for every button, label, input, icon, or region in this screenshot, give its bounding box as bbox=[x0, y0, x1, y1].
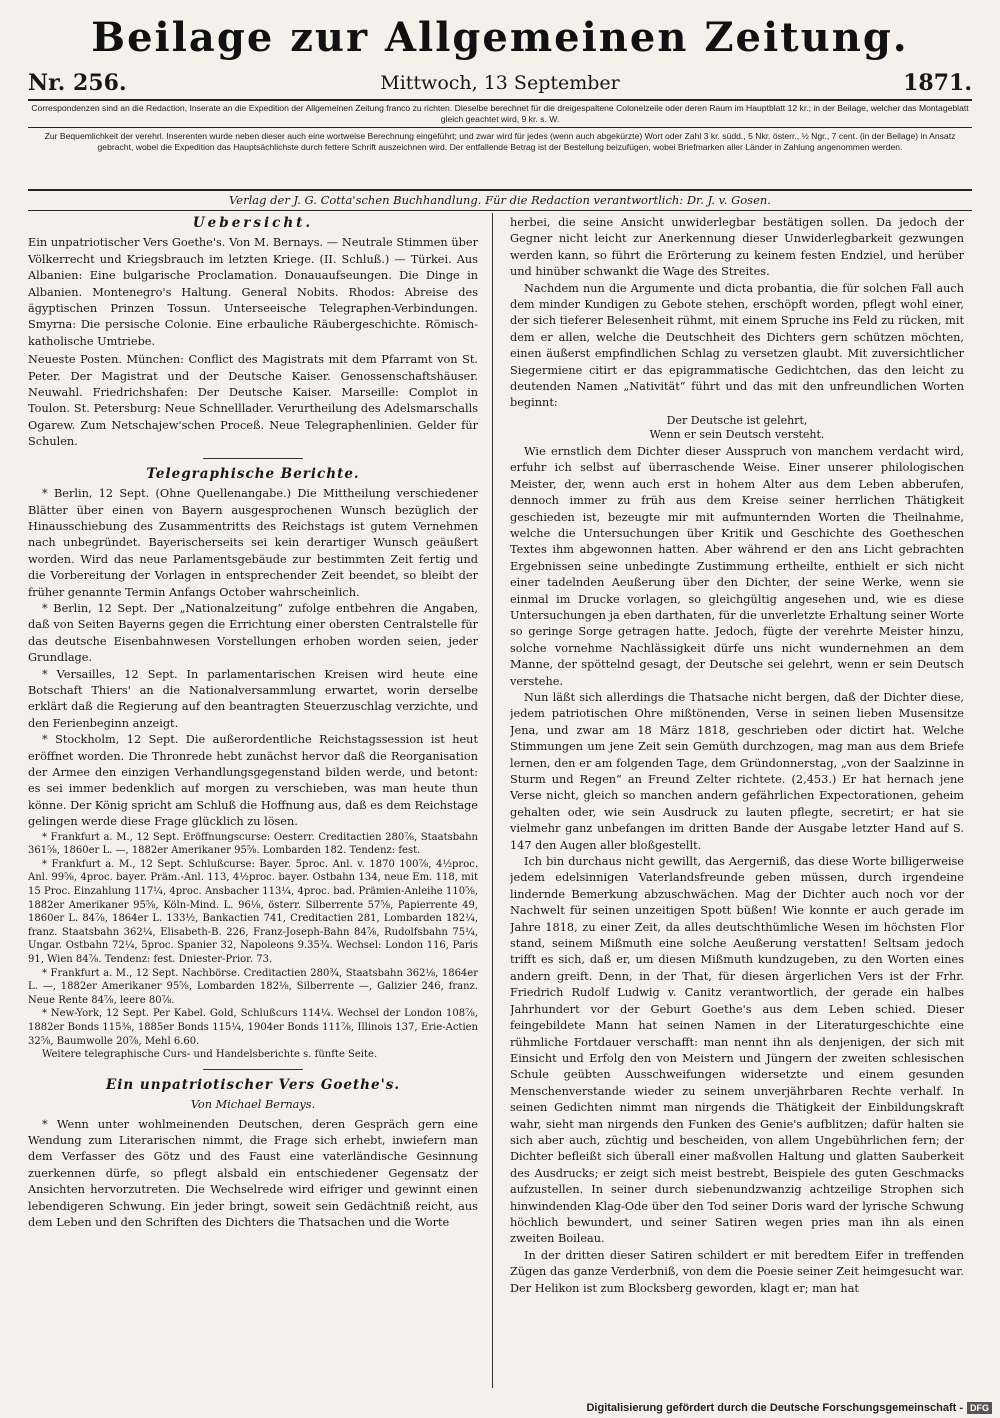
credit-text: Digitalisierung gefördert durch die Deutsche Forschungsgemeinschaft - bbox=[586, 1402, 963, 1414]
digitization-credit bbox=[586, 1402, 992, 1414]
notice-pricing: Zur Bequemlichkeit der verehrl. Inserenten wurde neben dieser auch eine wortweise Berechnung eingeführt; und zwar wird für jedes (wenn auch abgekürzte) Wort oder Zahl 3 kr. südd., 5 Nkr. österr., ½ Ngr., 7 cent. (in der Beilage) in Ansatz gebracht, wobei die Expedition das Hauptsächlichste durch fettere Schrift auszeichnen wird. Der entfallende Betrag ist der Bestellung beizufügen, wobei Briefmarken aller Länder in Zahlung angenommen werden. bbox=[44, 131, 956, 152]
section-divider bbox=[203, 1069, 303, 1070]
overview-heading: Uebersicht. bbox=[192, 215, 314, 231]
essay-paragraph: herbei, die seine Ansicht unwiderlegbar bestätigen sollen. Da jedoch der Gegner nicht leicht zur Anerkennung dieser Unwiderlegbarkeit gezwungen werden kann, so führt die Erörterung zu keinem festen Endziel, und herüber und hinüber schwankt die Wage des Streites. bbox=[510, 216, 964, 279]
essay-title: Ein unpatriotischer Vers Goethe's. bbox=[105, 1076, 401, 1093]
essay-paragraph: Ich bin durchaus nicht gewillt, das Aergerniß, das diese Worte billigerweise jedem edelsinnigen Vaterlandsfreunde geben müssen, durch irgendeine lindernde Bemerkung abzuschwächen. Mag der Dichter auch noch vor der Nachwelt für seinen unzeitigen Spott büßen! Wie konnte er auch gerade im Jahre 1818, zu einer Zeit, da alles deutschthümliche Wesen im höchsten Flor stand, seinem Mißmuth eine solche Aeußerung verstatten! Seltsam jedoch trifft es sich, daß er, um diesen Mißmuth kundzugeben, zu den Worten eines andern greift. Denn, in der That, für diesen ärgerlichen Vers ist der Frhr. Friedrich Rudolf Ludwig v. Canitz verantwortlich, der gerade ein halbes Jahrhundert vor der Geburt Goethe's aus dem Leben schied. Dieser feingebildete Mann hat seinen Namen in der Literaturgeschichte eine rühmliche Fortdauer verschafft: man nennt ihn als denjenigen, der sich mit Einsicht und Erfolg den von Meistern und Jüngern der zweiten schlesischen Schule geübten Ausschweifungen widersetzte und einem gesunden Menschenverstande wieder zu seinem unverjährbaren Rechte verhalf. In seinen Gedichten nimmt man nirgends die Thätigkeit der Einbildungskraft wahr, sieht man nirgends den Funken des Genie's aufblitzen; dafür halten sie sich aber auch, züchtig und bescheiden, von allem Ungebührlichen fern; der Dichter befleißt sich überall einer maßvollen Haltung und glatten Sauberkeit des Ausdrucks; er zeigt sich meist bestrebt, Beispiele des guten Geschmacks aufzustellen. In seiner durch siebenundzwanzig achtzeilige Strophen sich hinwindenden Klag-Ode über den Tod seiner Doris ward der lyrische Schwung höchlich bewundert, und seiner Satiren wegen pries man ihn als einen zweiten Boileau. bbox=[510, 855, 964, 1246]
market-report: * Frankfurt a. M., 12 Sept. Schlußcurse: Bayer. 5proc. Anl. v. 1870 100⅞, 4½proc. Anl. 99⅝, 4proc. bayer. Präm.-Anl. 113, 4½proc. bayer. Ostbahn 134, neue Em. 118, mit 15 Proc. Einzahlung 117¼, 4proc. Ansbacher 113¼, 4proc. bad. Prämien-Anleihe 110⅝, 1882er Amerikaner 95⅝, Köln-Mind. L. 96⅛, österr. Silberrente 57⅝, Papierrente 49, 1860er L. 84⅞, 1864er L. 133½, Bankactien 741, Creditactien 281, Lombarden 182¼, franz. Staatsbahn 362¼, Elisabeth-B. 226, Franz-Joseph-Bahn 84⅞, Rudolfsbahn 75¼, Ungar. Ostbahn 72¼, 5proc. Spanier 32, Napoleons 9.35¾. Wechsel: London 116, Paris 91, Wien 84⅞. Tendenz: fest. Dniester-Prior. 73. bbox=[28, 858, 478, 965]
essay-paragraph: * Wenn unter wohlmeinenden Deutschen, deren Gespräch gern eine Wendung zum Literarischen nimmt, die Frage sich erhebt, inwiefern man dem Verfasser des Götz und des Faust eine vaterländische Gesinnung zuerkennen dürfe, so pflegt alsbald ein entschiedener Gegensatz der Ansichten hervorzutreten. Die Wechselrede wird eifriger und gewinnt einen lebendigeren Schwung. Ein jeder bringt, soweit sein Gedächtniß reicht, aus dem Leben und den Schriften des Dichters die Thatsachen und die Worte bbox=[28, 1117, 478, 1229]
essay-author: Von Michael Bernays. bbox=[190, 1098, 316, 1112]
section-divider bbox=[203, 458, 303, 459]
essay-paragraph: Nachdem nun die Argumente und dicta probantia, die für solchen Fall auch dem minder Kundigen zu Gebote stehen, erschöpft worden, pflegt wohl einer, der sich tieferer Belesenheit rühmt, mit einem Spruche ins Feld zu rücken, mit dem er allen, welche die Deutschheit des Dichters gern schützen möchten, einen äußerst empfindlichen Schlag zu versetzen glaubt. Mit zuversichtlicher Siegermiene citirt er das epigrammatische Gedichtchen, das den leicht zu deutenden Namen „Nativität“ führt und das mit den unfreundlichen Worten beginnt: bbox=[510, 281, 964, 410]
issue-number: Nr. 256. bbox=[28, 70, 127, 96]
masthead-title: Beilage zur Allgemeinen Zeitung. bbox=[91, 14, 909, 61]
telegraph-report: * Berlin, 12 Sept. (Ohne Quellenangabe.) Die Mittheilung verschiedener Blätter über einen von Bayern ausgesprochenen Wunsch bezüglich der Hinausschiebung des Zusammentritts des Reichstags ist gutem Vernehmen nach unbegründet. Bayerischerseits sei kein derartiger Wunsch geäußert worden. Wird das neue Parlamentsgebäude zur bestimmten Zeit fertig und die Vorbereitung der Vorlagen in entsprechender Zeit beendet, so bleibt der früher genannte Termin Anfangs October wahrscheinlich. bbox=[28, 487, 478, 599]
overview-text: Ein unpatriotischer Vers Goethe's. Von M. Bernays. — Neutrale Stimmen über Völkerrecht und Kriegsbrauch im letzten Kriege. (II. Schluß.) — Türkei. Aus Albanien: Eine bulgarische Proclamation. Donauaufseungen. Die Dinge in Albanien. Montenegro's Haltung. General Nobits. Rhodos: Abreise des ägyptischen Prinzen Tossun. Unterseeische Telegraphen-Verbindungen. Smyrna: Die persische Colonie. Eine erbauliche Räubergeschichte. Römisch-katholische Umtriebe. bbox=[28, 236, 478, 348]
header-rule bbox=[28, 99, 972, 101]
publisher-line: Verlag der J. G. Cotta'schen Buchhandlung. Für die Redaction verantwortlich: Dr. J. v. Gosen. bbox=[229, 193, 771, 207]
market-report: * Frankfurt a. M., 12 Sept. Nachbörse. Creditactien 280¾, Staatsbahn 362⅛, 1864er L. —, 1882er Amerikaner 95⅝, Lombarden 182⅛, Silberrente —, Galizier 246, franz. Neue Rente 84⅞, leere 80⅞. bbox=[28, 967, 478, 1006]
market-reference: Weitere telegraphische Curs- und Handelsberichte s. fünfte Seite. bbox=[42, 1049, 378, 1061]
telegraph-report: * Stockholm, 12 Sept. Die außerordentliche Reichstagssession ist heut eröffnet worden. Die Thronrede hebt zunächst hervor daß die Reorganisation der Armee den einzigen Verhandlungsgegenstand bilden werde, und betont: es sei immer bedenklich auf morgen zu verschieben, was man heute thun könne. Der König spricht am Schluß die Hoffnung aus, daß es dem Reichstage gelingen werde diese Frage glücklich zu lösen. bbox=[28, 733, 478, 829]
right-column bbox=[510, 215, 964, 1385]
latest-news-text: Neueste Posten. München: Conflict des Magistrats mit dem Pfarramt von St. Peter. Der Magistrat und der Deutsche Kaiser. Genossenschaftshäuser. Neuwahl. Friedrichshafen: Der Deutsche Kaiser. Marseille: Complot in Toulon. St. Petersburg: Neue Schnelllader. Verurtheilung des Adelsmarschalls Ogarew. Zum Netschajew'schen Proceß. Neue Telegraphenlinien. Gelder für Schulen. bbox=[28, 353, 478, 449]
left-column bbox=[28, 215, 478, 1385]
issue-date: Mittwoch, 13 September bbox=[380, 72, 620, 94]
publisher-rule-bottom bbox=[28, 210, 972, 211]
telegraph-report: * Versailles, 12 Sept. In parlamentarischen Kreisen wird heute eine Botschaft Thiers' an die Nationalversammlung erwartet, worin derselbe erklärt daß die Regierung auf den beantragten Steuerzuschlag verzichte, und den Ferienbeginn anzeigt. bbox=[28, 667, 478, 730]
notice-rule bbox=[28, 127, 972, 128]
issue-year: 1871. bbox=[903, 70, 972, 96]
verse-line: Wenn er sein Deutsch versteht. bbox=[649, 427, 825, 441]
column-divider bbox=[492, 213, 493, 1388]
dfg-logo: DFG bbox=[967, 1402, 992, 1414]
telegraph-report: * Berlin, 12 Sept. Der „Nationalzeitung“ zufolge entbehren die Angaben, daß von Seiten Bayerns gegen die Errichtung einer obersten Centralstelle für das deutsche Eisenbahnwesen Vorstellungen erhoben worden seien, jeder Grundlage. bbox=[28, 601, 478, 665]
telegraph-heading: Telegraphische Berichte. bbox=[146, 465, 360, 482]
essay-paragraph: In der dritten dieser Satiren schildert er mit beredtem Eifer in treffenden Zügen das ganze Verderbniß, von dem die Poesie seiner Zeit heimgesucht war. Der Helikon ist zum Blocksberg geworden, klagt er; man hat bbox=[510, 1248, 964, 1295]
market-report: * Frankfurt a. M., 12 Sept. Eröffnungscurse: Oesterr. Creditactien 280⅞, Staatsbahn 361⅝, 1860er L. —, 1882er Amerikaner 95⅝. Lombarden 182. Tendenz: fest. bbox=[28, 831, 478, 857]
essay-paragraph: Wie ernstlich dem Dichter dieser Ausspruch von manchem verdacht wird, erfuhr ich selbst auf überraschende Weise. Einer unserer philologischen Meister, der, wenn auch erst in hohem Alter aus dem Leben abberufen, dennoch immer zu früh aus dem Kreise seiner herrlichen Thätigkeit geschieden ist, bezeugte mir mit aufmunternden Worten die Theilnahme, welche die Untersuchungen über Kritik und Geschichte des Goetheschen Textes ihm abgewonnen hatten. Aber während er den ans Licht gebrachten Ergebnissen seine unbedingte Zustimmung ertheilte, enthielt er sich nicht einer tadelnden Aeußerung über den Dichter, der seine Werke, wenn sie einmal im Drucke vorlagen, so gleichgültig angesehen und, wie es diese Untersuchungen ja eben darthaten, für die unverletzte Erhaltung seiner Worte so geringe Sorge getragen hatte. Jedoch, fügte der verehrte Meister hinzu, solche vornehme Nachlässigkeit dürfe uns nicht wundernehmen an dem Manne, der spöttelnd gesagt, der Deutsche sei gelehrt, wenn er sein Deutsch verstehe. bbox=[510, 444, 964, 688]
issue-row bbox=[28, 70, 972, 98]
essay-paragraph: Nun läßt sich allerdings die Thatsache nicht bergen, daß der Dichter diese, jedem patriotischen Ohre mißtönenden, Verse in seinen lieben Musensitze Jena, und zwar am 18 März 1818, geschrieben oder dictirt hat. Welche Stimmungen um jene Zeit sein Gemüth durchzogen, mag man aus dem Briefe lernen, den er am folgenden Tage, dem Gründonnerstag, „von der Saalzinne in Sturm und Regen“ an Freund Zelter richtete. (2,453.) Er hat hernach jene Verse nicht, gleich so manchen andern gefährlichen Expectorationen, geheim gehalten oder, wie sein Ausdruck zu lauten pflegte, secretirt; er hat sie vielmehr ganz unbefangen im dritten Bande der Ausgabe letzter Hand auf S. 147 den Augen aller bloßgestellt. bbox=[510, 690, 964, 852]
publisher-rule-top bbox=[28, 189, 972, 191]
verse-line: Der Deutsche ist gelehrt, bbox=[666, 413, 808, 427]
notice-submissions: Correspondenzen sind an die Redaction, Inserate an die Expedition der Allgemeinen Zeitung franco zu richten. Dieselbe berechnet für die dreigespaltene Colonelzeile oder deren Raum im Hauptblatt 12 kr.; in der Beilage, welcher das Montageblatt gleich geachtet wird, 9 kr. s. W. bbox=[31, 103, 969, 124]
market-report: * New-York, 12 Sept. Per Kabel. Gold, Schlußcurs 114¼. Wechsel der London 108⅞, 1882er Bonds 115⅜, 1885er Bonds 115¼, 1904er Bonds 111⅞, Illinois 137, Erie-Actien 32⅝, Baumwolle 20⅞, Mehl 6.60. bbox=[28, 1008, 478, 1047]
